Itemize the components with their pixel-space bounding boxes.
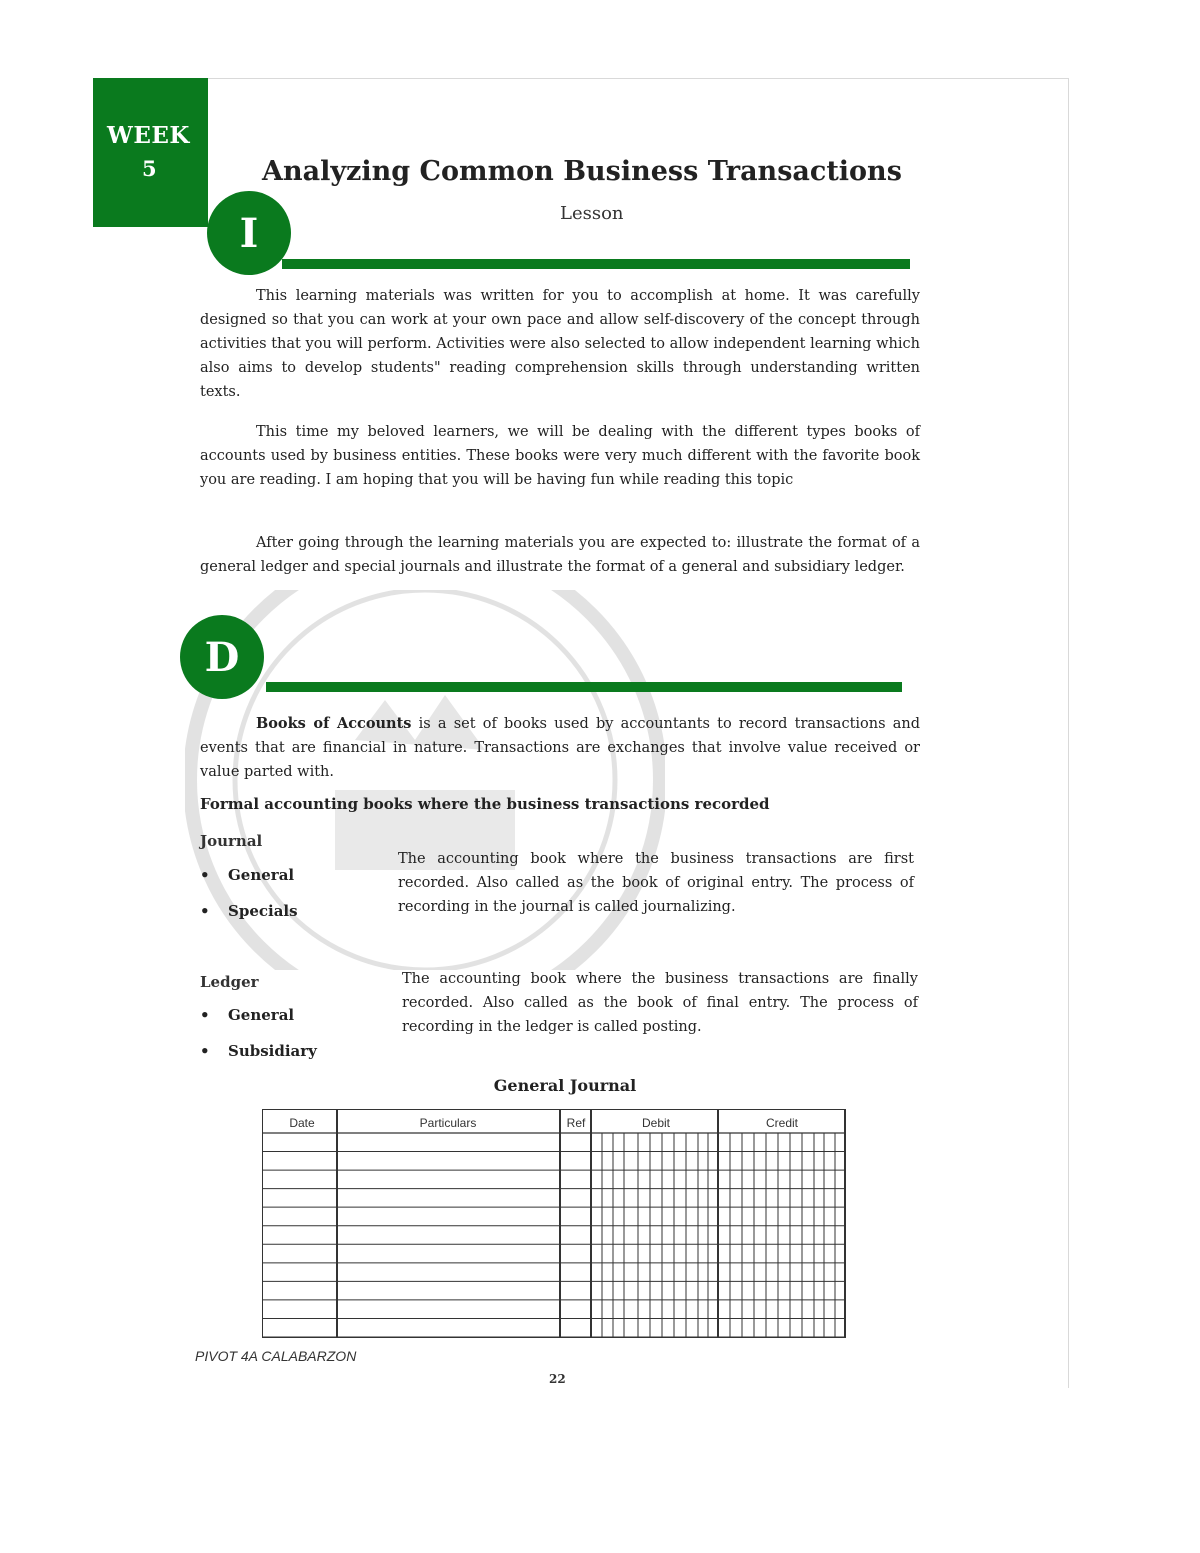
intro-paragraph	[200, 531, 920, 579]
ledger-item-label: General	[228, 1006, 295, 1024]
section-divider-discussion	[266, 682, 902, 692]
section-badge-discussion: D	[180, 615, 264, 699]
ledger-item: • General	[200, 1006, 295, 1024]
footer-label: PIVOT 4A CALABARZON	[195, 1348, 357, 1364]
page-number: 22	[549, 1372, 566, 1386]
intro-paragraph-text: After going through the learning materials you are expected to: illustrate the format of a general ledger and special journals and illustrate the format of a general and subsidiary ledger.	[200, 535, 920, 575]
page-title: Analyzing Common Business Transactions	[262, 156, 902, 187]
books-of-accounts-term: Books of Accounts	[256, 715, 412, 732]
journal-item: • Specials	[200, 902, 298, 920]
intro-paragraph-text: This learning materials was written for you to accomplish at home. It was carefully designed so that you can work at your own pace and allow self-discovery of the concept through activities that you will perform. Activities were also selected to allow independent learning which also aims to develop students" reading comprehension skills through understanding written texts.	[200, 288, 920, 400]
intro-paragraph	[200, 284, 920, 404]
intro-paragraph	[200, 420, 920, 492]
journal-item: • General	[200, 866, 295, 884]
journal-item-label: Specials	[228, 902, 298, 920]
books-of-accounts-text: is a set of books used by accountants to record transactions and events that are financial in nature. Transactions are exchanges that involve value received or value parted with.	[200, 716, 920, 780]
header-credit: Credit	[765, 1116, 799, 1130]
journal-item-label: General	[228, 866, 295, 884]
header-ref: Ref	[566, 1116, 586, 1130]
week-label: WEEK	[107, 122, 190, 149]
books-of-accounts-paragraph	[200, 712, 920, 784]
ledger-label: Ledger	[200, 973, 259, 991]
journal-label: Journal	[200, 832, 263, 850]
week-badge	[93, 78, 208, 227]
ledger-item: • Subsidiary	[200, 1042, 317, 1060]
header-particulars: Particulars	[419, 1116, 477, 1130]
intro-paragraph-text: This time my beloved learners, we will be dealing with the different types books of accounts used by business entities. These books were very much different with the favorite book you are reading. I am hoping that you will be having fun while reading this topic	[200, 424, 920, 488]
general-journal-title: General Journal	[493, 1076, 637, 1095]
general-journal-table	[262, 1109, 850, 1341]
journal-description: The accounting book where the business transactions are first recorded. Also called as the book of original entry. The process of recording in the journal is called journalizing.	[398, 851, 914, 915]
formal-books-heading: Formal accounting books where the business transactions recorded	[200, 795, 770, 813]
header-debit: Debit	[641, 1116, 671, 1130]
section-divider-intro	[282, 259, 910, 269]
section-badge-intro: I	[207, 191, 291, 275]
ledger-item-label: Subsidiary	[228, 1042, 317, 1060]
header-date: Date	[289, 1116, 315, 1130]
week-number: 5	[142, 156, 157, 181]
page-subtitle: Lesson	[560, 203, 624, 224]
ledger-description: The accounting book where the business transactions are finally recorded. Also called as the book of final entry. The process of recording in the ledger is called posting.	[402, 971, 918, 1035]
